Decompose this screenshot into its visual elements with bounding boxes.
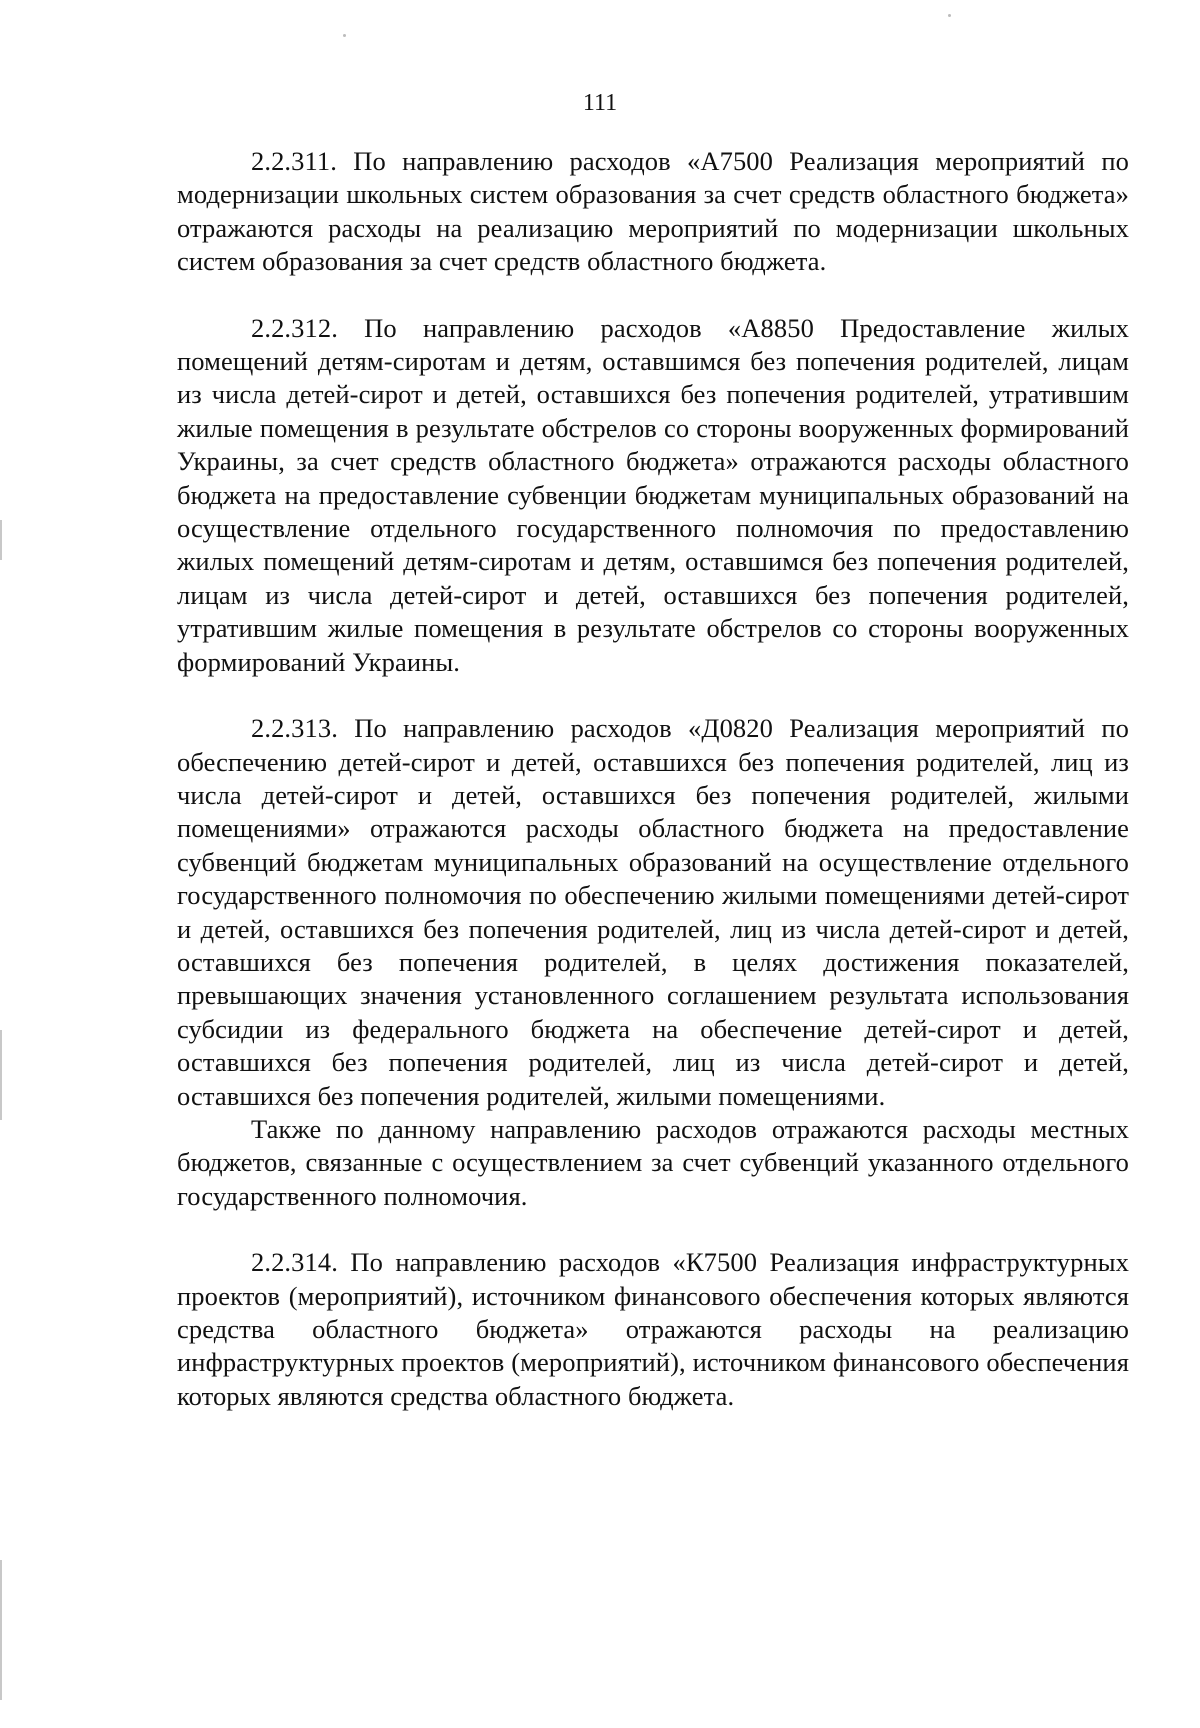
scan-edge-mark <box>0 520 2 560</box>
scan-speck <box>343 34 346 37</box>
paragraph-2-2-312: 2.2.312. По направлению расходов «А8850 Предоставление жилых помещений детям-сиротам и детям, оставшимся без попечения родителей, лицам из числа детей-сирот и детей, оставшихся без попечения родителей, утратившим жилые помещения в результате обстрелов со стороны вооруженных формирований Украины, за счет средств областного бюджета» отражаются расходы областного бюджета на предоставление субвенции бюджетам муниципальных образований на осуществление отдельного государственного полномочия по предоставлению жилых помещений детям-сиротам и детям, оставшимся без попечения родителей, лицам из числа детей-сирот и детей, оставшихся без попечения родителей, утратившим жилые помещения в результате обстрелов со стороны вооруженных формирований Украины. <box>177 312 1129 677</box>
document-body <box>177 145 1129 1413</box>
paragraph-2-2-311: 2.2.311. По направлению расходов «А7500 Реализация мероприятий по модернизации школьных систем образования за счет средств областного бюджета» отражаются расходы на реализацию мероприятий по модернизации школьных систем образования за счет средств областного бюджета. <box>177 146 1129 277</box>
scan-edge-mark <box>0 1030 2 1120</box>
scan-edge-mark <box>0 1560 2 1700</box>
paragraph-2-2-313: 2.2.313. По направлению расходов «Д0820 Реализация мероприятий по обеспечению детей-сирот и детей, оставшихся без попечения родителей, лиц из числа детей-сирот и детей, оставшихся без попечения родителей, жилыми помещениями» отражаются расходы областного бюджета на предоставление субвенций бюджетам муниципальных образований на осуществление отдельного государственного полномочия по обеспечению жилыми помещениями детей-сирот и детей, оставшихся без попечения родителей, лиц из числа детей-сирот и детей, оставшихся без попечения родителей, в целях достижения показателей, превышающих значения установленного соглашением результата использования субсидии из федерального бюджета на обеспечение детей-сирот и детей, оставшихся без попечения родителей, лиц из числа детей-сирот и детей, оставшихся без попечения родителей, жилыми помещениями. <box>177 713 1129 1111</box>
paragraph-2-2-314: 2.2.314. По направлению расходов «К7500 Реализация инфраструктурных проектов (мероприятий), источником финансового обеспечения которых являются средства областного бюджета» отражаются расходы на реализацию инфраструктурных проектов (мероприятий), источником финансового обеспечения которых являются средства областного бюджета. <box>177 1247 1129 1411</box>
scan-speck <box>948 14 951 17</box>
page-number: 111 <box>582 90 618 116</box>
paragraph-2-2-313-continuation: Также по данному направлению расходов отражаются расходы местных бюджетов, связанные с осуществлением за счет субвенций указанного отдельного государственного полномочия. <box>177 1113 1129 1211</box>
